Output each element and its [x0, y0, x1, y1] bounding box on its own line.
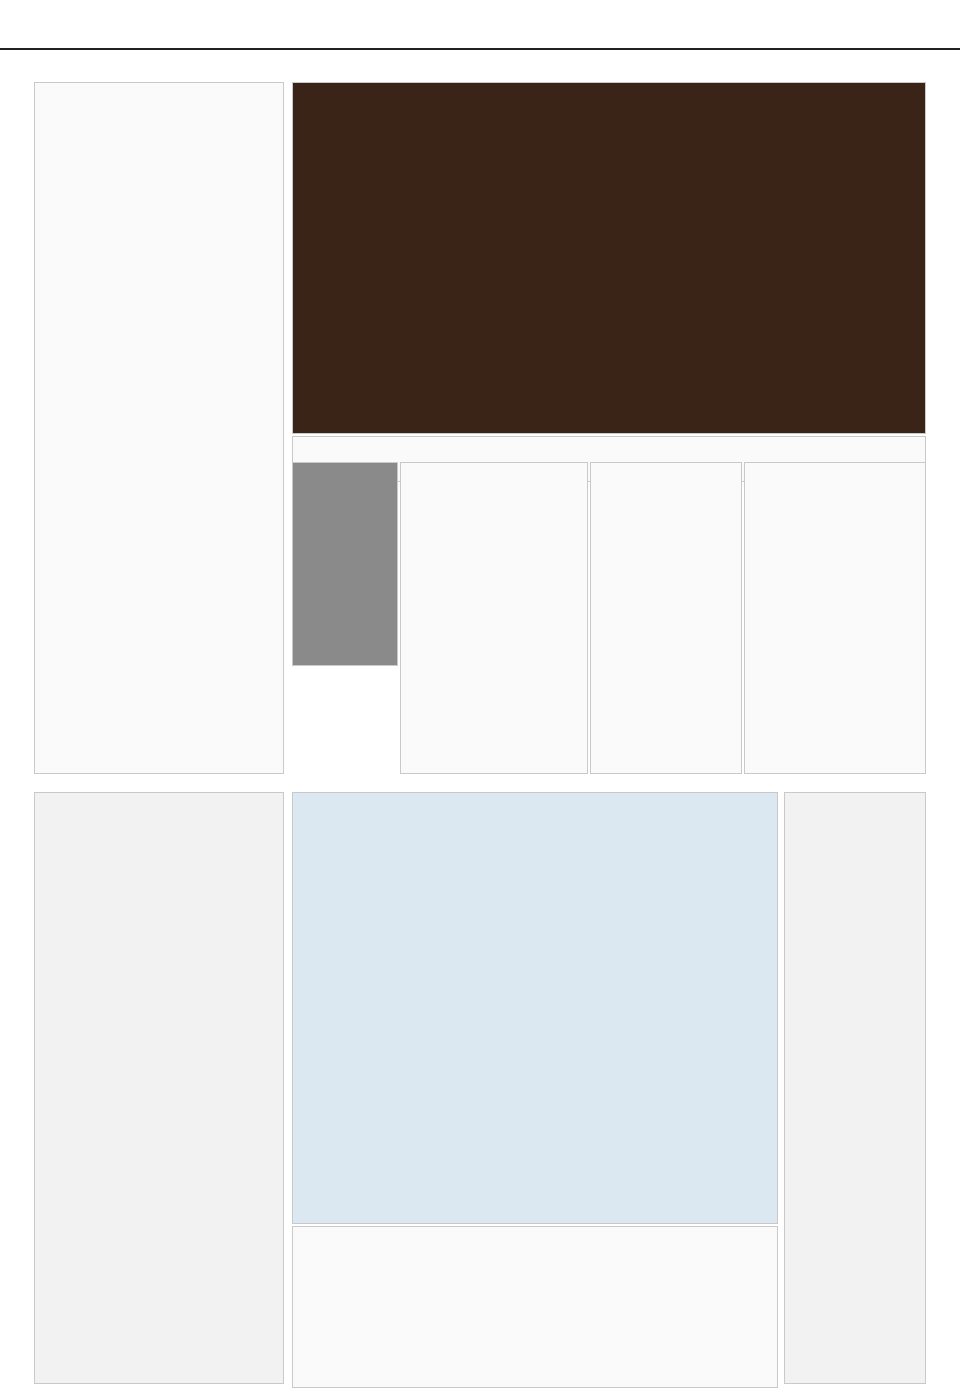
newspaper-masthead	[0, 0, 960, 50]
left-opinion-column	[34, 82, 284, 774]
portrait-photo	[292, 462, 398, 666]
center-article	[400, 462, 588, 774]
sudoku-puzzles	[784, 792, 926, 1384]
masks-column	[590, 462, 742, 774]
weather-forecast-table	[292, 1226, 778, 1388]
editorial-cartoon	[292, 82, 926, 434]
crossword-puzzle	[34, 792, 284, 1384]
weather-map	[292, 792, 778, 1224]
right-article-column	[744, 462, 926, 774]
